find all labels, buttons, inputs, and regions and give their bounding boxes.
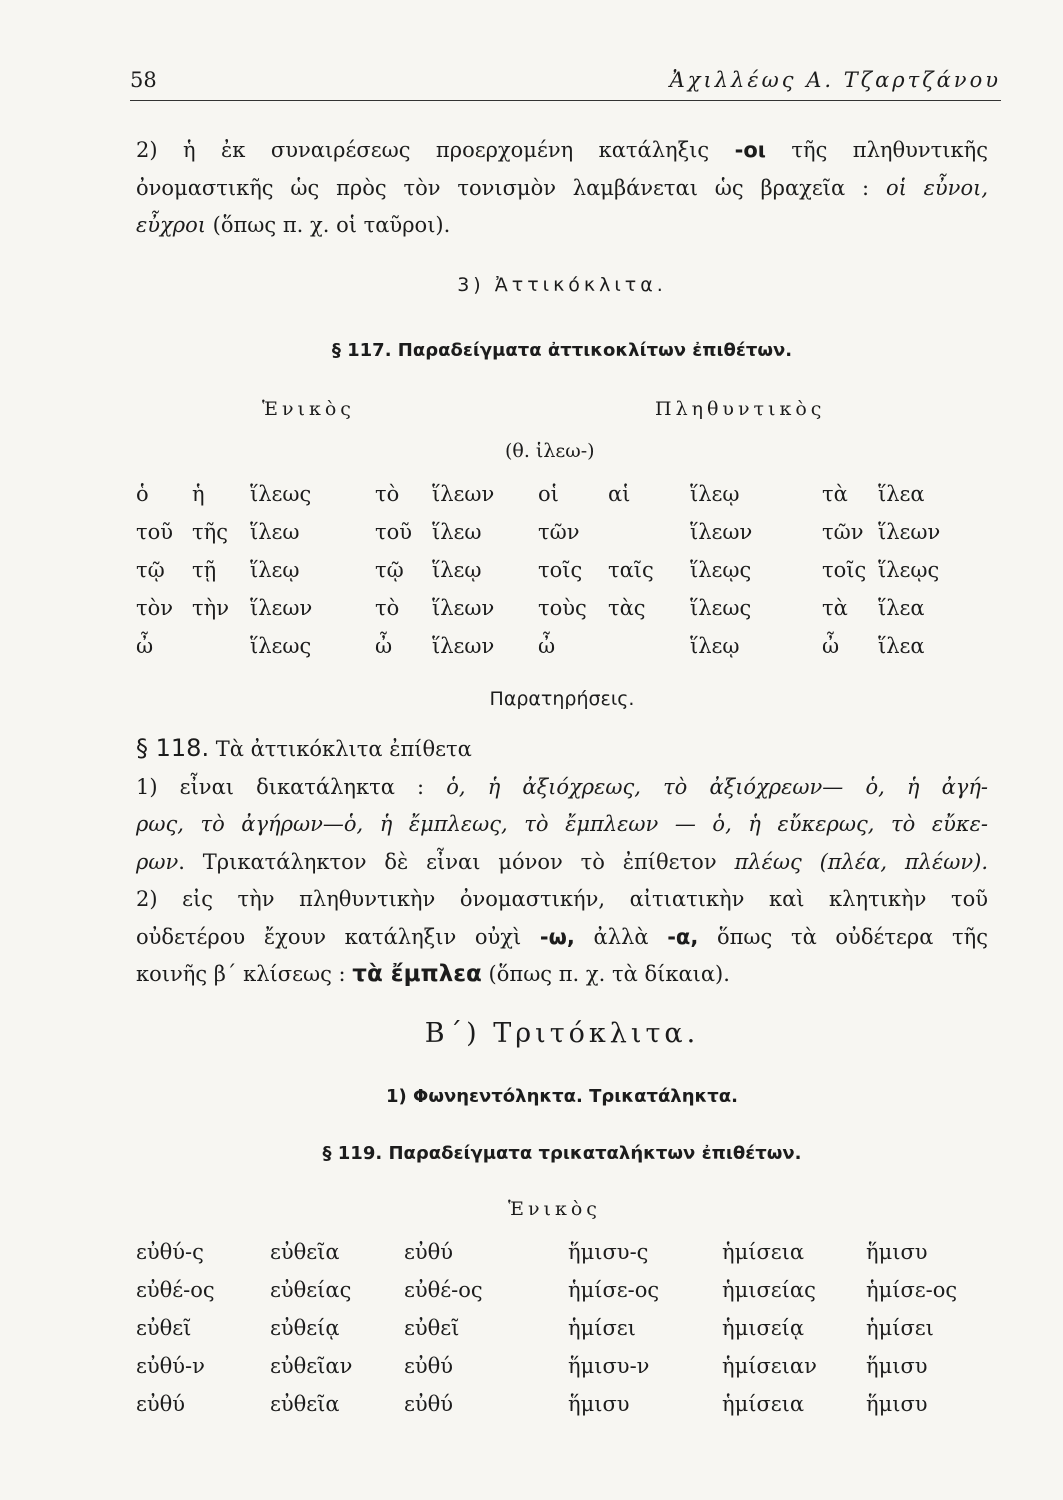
running-head: Ἀχιλλέως Α. Τζαρτζάνου [669, 68, 1001, 92]
table-row [0, 596, 1063, 626]
table-cell: τὸ [375, 482, 400, 506]
table-cell: ὦ [136, 634, 154, 658]
table-cell: οἱ [538, 482, 559, 506]
table-cell: ἥμισυ [866, 1240, 928, 1264]
section-118-line: κοινῆς β΄ κλίσεως : τὰ ἔμπλεα (ὅπως π. χ. τὰ δίκαια). [136, 961, 730, 987]
table-cell: ταῖς [608, 558, 654, 582]
table-cell: ἵλεῳ [250, 558, 300, 582]
table-cell: τὴν [192, 596, 229, 620]
table-row [0, 1240, 1063, 1270]
table-cell: τὸ [375, 596, 400, 620]
table-cell: εὐθέ-ος [136, 1278, 215, 1302]
table-cell: ἡμίσειαν [722, 1354, 817, 1378]
note-2-line: ὀνομαστικῆς ὡς πρὸς τὸν τονισμὸν λαμβάνεται ὡς βραχεῖα : οἱ εὖνοι, [136, 175, 988, 200]
section-118-line: 1) εἶναι δικατάληκτα : ὁ, ἡ ἀξιόχρεως, τὸ ἀξιόχρεων— ὁ, ἡ ἀγή- [136, 774, 989, 799]
table-cell: ὦ [375, 634, 393, 658]
note-2-line: εὖχροι (ὅπως π. χ. οἱ ταῦροι). [136, 213, 451, 237]
table-cell: ἥμισυ-ν [568, 1354, 650, 1378]
table-cell: εὐθεῖ [404, 1316, 460, 1340]
section-118-line: § 118. Τὰ ἀττικόκλιτα ἐπίθετα [136, 734, 472, 762]
section-118-line: ρως, τὸ ἀγήρων—ὁ, ἡ ἔμπλεως, τὸ ἔμπλεων — ὁ, ἡ εὔκερως, τὸ εὔκε- [136, 812, 988, 836]
table-row [0, 482, 1063, 512]
table-row [0, 634, 1063, 664]
table-cell: τῇ [192, 558, 217, 582]
table-cell: τοὺς [538, 596, 587, 620]
section-118-line: ρων. Τρικατάληκτον δὲ εἶναι μόνον τὸ ἐπίθετον πλέως (πλέα, πλέων). [136, 849, 988, 874]
table-cell: ἵλεων [690, 520, 753, 544]
table-cell: ἵλεων [250, 596, 313, 620]
table-cell: τὰς [608, 596, 646, 620]
table-cell: ἡμίσεια [722, 1240, 805, 1264]
table-cell: εὐθεῖαν [270, 1354, 353, 1378]
table-cell: εὐθύ-ς [136, 1240, 204, 1264]
section-119-heading: § 119. Παραδείγματα τρικαταλήκτων ἐπιθέτων. [322, 1143, 802, 1164]
table-cell: ὦ [822, 634, 840, 658]
table-cell: ἵλεῳ [432, 558, 482, 582]
table-cell: εὐθείας [270, 1278, 352, 1302]
table-cell: ἵλεῳ [690, 482, 740, 506]
singular-label: Ἑνικὸς [262, 398, 355, 420]
table-cell: ἡ [192, 482, 205, 506]
table-row [0, 1278, 1063, 1308]
table-cell: ἵλεῳς [878, 558, 940, 582]
note-2-paragraph [136, 132, 988, 245]
table-cell: τοῖς [822, 558, 867, 582]
observations-heading: Παρατηρήσεις. [489, 688, 635, 710]
table-cell: ἡμίσεια [722, 1392, 805, 1416]
table-cell: εὐθεῖα [270, 1392, 340, 1416]
table-cell: ἡμίσε-ος [866, 1278, 958, 1302]
table-cell: τοῖς [538, 558, 583, 582]
table-cell: εὐθεῖα [270, 1240, 340, 1264]
table-cell: τῷ [375, 558, 404, 582]
table-cell: ἵλεῳ [690, 634, 740, 658]
singular-label-119: Ἑνικὸς [508, 1198, 601, 1220]
table-cell: ἡμισείας [722, 1278, 816, 1302]
table-cell: ἵλεω [432, 520, 482, 544]
table-cell: ἵλεων [432, 634, 495, 658]
table-cell: τῶν [538, 520, 580, 544]
table-row [0, 1354, 1063, 1384]
table-cell: ἡμίσει [568, 1316, 636, 1340]
table-row [0, 520, 1063, 550]
table-cell: ἥμισυ [866, 1354, 928, 1378]
subsection-1-heading: 1) Φωνηεντόληκτα. Τρικατάληκτα. [386, 1086, 738, 1107]
table-cell: εὐθύ-ν [136, 1354, 205, 1378]
table-cell: ἵλεως [250, 634, 312, 658]
section-118-paragraph [136, 730, 988, 994]
table-cell: ἵλεων [878, 520, 941, 544]
table-cell: ἡμίσε-ος [568, 1278, 660, 1302]
table-cell: ἡμίσει [866, 1316, 934, 1340]
table-cell: εὐθύ [404, 1354, 454, 1378]
stem-note: (θ. ἱλεω-) [505, 440, 595, 462]
plural-label: Πληθυντικὸς [655, 398, 826, 420]
table-cell: εὐθύ [404, 1240, 454, 1264]
table-cell: τῆς [192, 520, 228, 544]
section-3-heading: 3) Ἀττικόκλιτα. [457, 274, 667, 296]
section-118-number: § 118. [136, 734, 210, 762]
section-118-line: 2) εἰς τὴν πληθυντικὴν ὀνομαστικήν, αἰτιατικὴν καὶ κλητικὴν τοῦ [136, 887, 988, 911]
table-cell: εὐθείᾳ [270, 1316, 340, 1340]
table-cell: εὐθεῖ [136, 1316, 192, 1340]
table-cell: ἥμισυ-ς [568, 1240, 649, 1264]
table-row [0, 1316, 1063, 1346]
table-cell: ἵλεων [432, 482, 495, 506]
table-cell: ἵλεων [432, 596, 495, 620]
table-cell: τὰ [822, 482, 848, 506]
section-B-heading: Β΄) Τριτόκλιτα. [424, 1018, 700, 1049]
table-cell: ἵλεῳς [690, 558, 752, 582]
note-2-line: 2) ἡ ἐκ συναιρέσεως προερχομένη κατάληξις -οι τῆς πληθυντικῆς [136, 138, 988, 162]
table-cell: ὦ [538, 634, 556, 658]
page-number: 58 [130, 68, 157, 92]
table-cell: αἱ [608, 482, 631, 506]
table-cell: ἡμισείᾳ [722, 1316, 805, 1340]
table-cell: τοῦ [375, 520, 413, 544]
table-row [0, 558, 1063, 588]
table-cell: ἵλεα [878, 596, 925, 620]
table-cell: εὐθύ [404, 1392, 454, 1416]
table-cell: τῶν [822, 520, 864, 544]
table-cell: ἥμισυ [568, 1392, 630, 1416]
section-117-heading: § 117. Παραδείγματα ἀττικοκλίτων ἐπιθέτων. [331, 340, 793, 361]
table-cell: τὰ [822, 596, 848, 620]
table-cell: ἥμισυ [866, 1392, 928, 1416]
section-118-line: οὐδετέρου ἔχουν κατάληξιν οὐχὶ -ω, ἀλλὰ -α, ὅπως τὰ οὐδέτερα τῆς [136, 924, 988, 949]
table-cell: τῷ [136, 558, 165, 582]
table-cell: εὐθύ [136, 1392, 186, 1416]
table-cell: ἵλεως [250, 482, 312, 506]
page-header [130, 68, 1001, 101]
table-row [0, 1392, 1063, 1422]
table-cell: ἵλεα [878, 482, 925, 506]
table-cell: τοῦ [136, 520, 174, 544]
table-cell: τὸν [136, 596, 174, 620]
table-cell: ἵλεως [690, 596, 752, 620]
table-cell: ἵλεω [250, 520, 300, 544]
table-cell: ὁ [136, 482, 149, 506]
table-cell: εὐθέ-ος [404, 1278, 483, 1302]
table-cell: ἵλεα [878, 634, 925, 658]
